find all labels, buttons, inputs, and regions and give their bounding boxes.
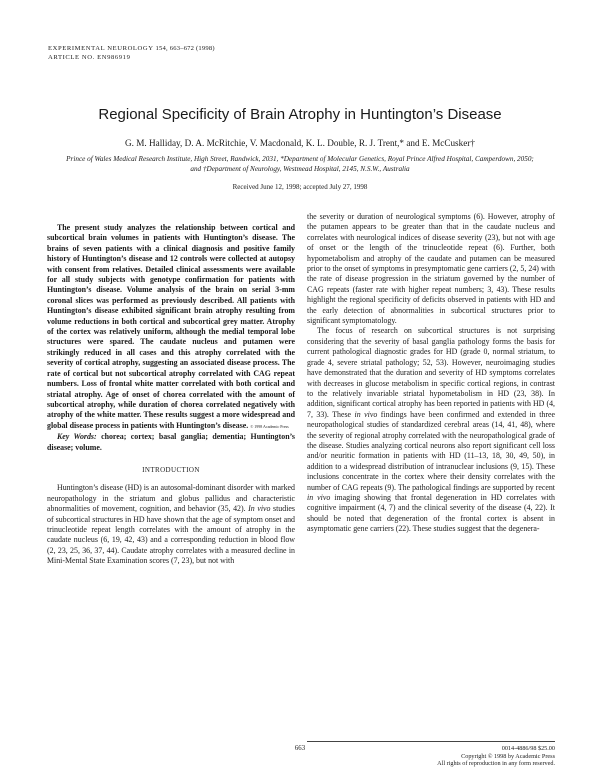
- section-heading-introduction: INTRODUCTION: [142, 465, 200, 474]
- body-paragraph-1: the severity or duration of neurological symptoms (6). However, atrophy of the putamen appears to be greater than that in the caudate nucleus and correlates with neurological indices of disease severity (23), but not with age of onset or the length of the trinucleotide repeat (6). Further, both hypometabolism and atrophy of the caudate and putamen can be measured prior to the onset of symptoms in presymptomatic gene carriers (2, 5, 24) with the rate of disease progression in the striatum governed by the number of CAG repeats (faster rate with higher repeat numbers; 3, 43). These results highlight the regional specificity of deficits observed in patients with HD and the early detection of abnormalities in subcortical structures prior to significant symptomatology.: [307, 212, 555, 326]
- received-date: Received June 12, 1998; accepted July 27, 1998: [232, 183, 368, 191]
- left-column: [47, 223, 295, 567]
- intro-text-2: studies of subcortical structures in HD have shown that the age of symptom onset and trinucleotide repeat length correlates with the amount of atrophy in the caudate nucleus (6, 19, 42, 43) and a corresponding reduction in blood flow (2, 23, 25, 36, 37, 44). Caudate atrophy correlates with a measured decline in Mini-Mental State Examination scores (7, 23), but not with: [47, 504, 295, 566]
- affiliation: Prince of Wales Medical Research Institute, High Street, Randwick, 2031, *Department of Molecular Genetics, Royal Prince Alfred Hospital, Camperdown, 2050; and †Department of Neurology, Westmead Hospital, 2145, N.S.W., Australia: [66, 155, 534, 173]
- body-text-b: findings have been confirmed and extended in three neuropathological studies of standardized cerebral areas (14, 41, 48), where the severity of regional atrophy correlated with the neuropathological grade of the disease. Studies analyzing cortical neurons also report significant cell loss and/or neuritic formation in patients with HD (11–13, 18, 30, 49, 50), in addition to a widespread distribution of intranuclear inclusions (9, 15). These inclusions concentrate in the cortex where their density correlates with the number of CAG repeats (9). The pathological findings are supported by recent: [307, 409, 555, 492]
- author-list: G. M. Halliday, D. A. McRitchie, V. Macdonald, K. L. Double, R. J. Trent,* and E. McCusker†: [125, 138, 475, 148]
- rights-line: All rights of reproduction in any form reserved.: [437, 760, 555, 768]
- body-italic-1: in vivo: [354, 409, 378, 419]
- body-text-a: The focus of research on subcortical structures is not surprising considering that the severity of basal ganglia pathology forms the basis for current pathological diagnostic grades for HD (grade 0, normal striatum, to grade 4, severe striatal pathology; 52, 53). However, neuroimaging studies have demonstrated that the duration and severity of HD symptoms correlates with decreases in glucose metabolism in specific cortical regions, in contrast to the relatively invariable striatal hypometabolism in HD (23, 38). In addition, significant cortical atrophy has been reported in patients with HD (4, 7, 33). These: [307, 326, 555, 419]
- journal-name: EXPERIMENTAL NEUROLOGY: [48, 45, 154, 52]
- body-paragraph-2: [307, 326, 555, 534]
- keywords: [47, 432, 295, 453]
- intro-text-1: Huntington’s disease (HD) is an autosomal-dominant disorder with marked neuropathology in the striatum and globus pallidus and characteristic abnormalities of movement, cognition, and behavior (35, 42).: [47, 483, 295, 514]
- body-text-c: imaging showing that frontal degeneration in HD correlates with cognitive impairment (4, 7) and the clinical severity of the disease (4, 22). It should be noted that degeneration of the frontal cortex is absent in asymptomatic gene carriers (22). These studies suggest that the degenera-: [307, 492, 555, 534]
- keywords-label: Key Words:: [57, 432, 97, 442]
- issn-price: 0014-4886/98 $25.00: [501, 745, 555, 752]
- journal-issue: 154, 663–672 (1998): [155, 45, 215, 52]
- body-italic-2: in vivo: [307, 492, 331, 502]
- abstract-copyright: © 1998 Academic Press: [250, 423, 289, 429]
- copyright-block: [380, 745, 555, 768]
- journal-header: [48, 44, 215, 62]
- article-number: ARTICLE NO. EN986919: [48, 54, 131, 61]
- paper-title: Regional Specificity of Brain Atrophy in Huntington’s Disease: [98, 106, 502, 123]
- abstract: [47, 223, 295, 432]
- keywords-text: chorea; cortex; basal ganglia; dementia; Huntington’s disease; volume.: [47, 432, 295, 452]
- footer-divider: [307, 741, 555, 742]
- abstract-text: The present study analyzes the relationship between cortical and subcortical brain volumes in patients with Huntington’s disease. The brains of seven patients with a clinical diagnosis and positive family history of Huntington’s disease and 12 controls were collected at autopsy with consent from relatives. Detailed clinical assessments were available for all study subjects with genotype confirmation for patients with Huntington’s disease. Volume analysis of the brain on serial 3-mm coronal slices was performed as previously described. All patients with Huntington’s disease exhibited significant brain atrophy resulting from volume reductions in both cortical and subcortical grey matter. Atrophy of the cortex was relatively uniform, although the medial temporal lobe structures were spared. The caudate nucleus and putamen were strikingly reduced in all cases and this atrophy correlated with the severity of cortical atrophy, suggesting an associated disease process. The rate of cortical but not subcortical atrophy correlated with CAG repeat numbers. Loss of frontal white matter correlated with both cortical and striatal atrophy. Age of onset of chorea correlated with the amount of subcortical atrophy, while duration of chorea correlated negatively with atrophy of the white matter. These results suggest a more widespread and global disease process in patients with Huntington’s disease.: [47, 223, 295, 430]
- intro-italic: In vivo: [248, 504, 271, 514]
- page-number: 663: [294, 745, 306, 752]
- copyright-line: Copyright © 1998 by Academic Press: [461, 752, 555, 760]
- right-column: [307, 212, 555, 535]
- journal-citation: [48, 44, 215, 53]
- intro-paragraph: [47, 483, 295, 566]
